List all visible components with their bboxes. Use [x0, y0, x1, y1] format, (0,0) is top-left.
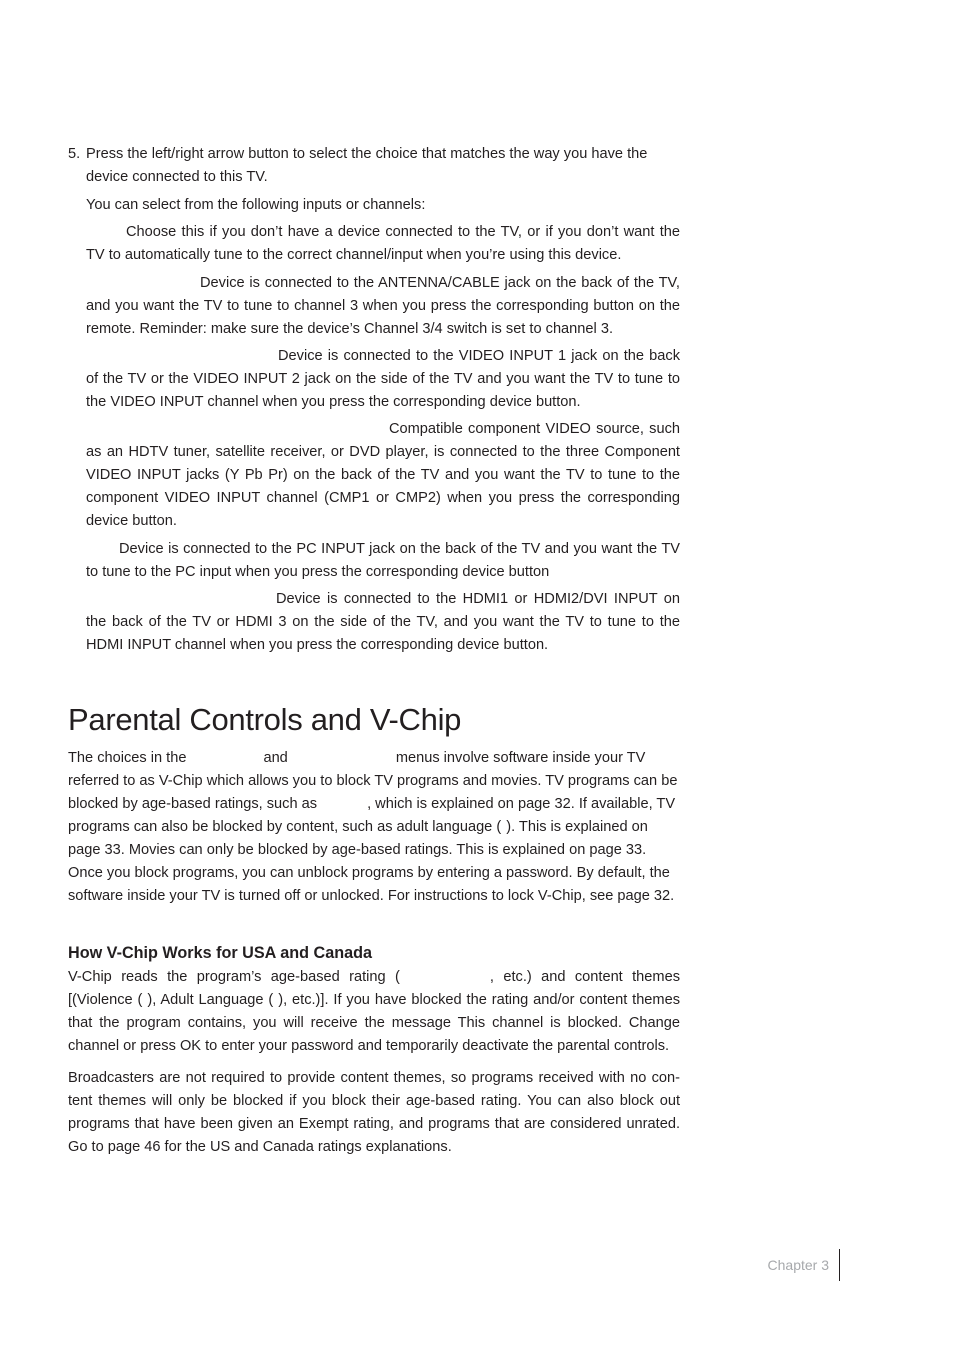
vchip-paragraph-2: Broadcasters are not required to provide content themes, so programs received with no con-tent themes will only be blocked if you block their age-based rating. You can also block out programs that have been given an Exempt rating, and programs that are considered unrated. Go to page 46 for the US and Canada ratings explanations. — [68, 1070, 680, 1155]
options-intro: You can select from the following inputs or channels: — [86, 197, 426, 213]
option-pc-input: Device is connected to the PC INPUT jack on the back of the TV and you want the TV to tune to the PC input when you press the corresponding device button — [86, 541, 680, 580]
step-text: Press the left/right arrow button to select the choice that matches the way you have the device connected to this TV. — [86, 146, 648, 185]
chapter-label: Chapter 3 — [767, 1257, 829, 1273]
intro-part-4: , which is explained on page 32. If available, TV programs can also be blocked by content, such as adult language ( — [68, 796, 676, 835]
para1-part-2: , etc.) and content themes [(Violence ( — [68, 969, 680, 1008]
option-channel-3: Device is connected to the ANTENNA/CABLE jack on the back of the TV, and you want the TV to tune to channel 3 when you press the corresponding button on the remote. Reminder: make sure the device’s Channel 3/4 switch is set to channel 3. — [86, 275, 680, 337]
intro-part-1: The choices in the — [68, 750, 187, 766]
step-number: 5. — [68, 146, 81, 162]
vchip-paragraph-1 — [68, 966, 680, 1058]
option-hdmi-input: Device is connected to the HDMI1 or HDMI2/DVI INPUT on the back of the TV or HDMI 3 on the side of the TV, and you want the TV to tune to the HDMI INPUT channel when you press the corresponding device button. — [86, 591, 680, 653]
section-intro — [68, 747, 678, 908]
option-video-input: Device is connected to the VIDEO INPUT 1 jack on the back of the TV or the VIDEO INPUT 2 jack on the side of the TV and you want the TV to tune to the VIDEO INPUT channel when you press the corresponding device button. — [86, 348, 680, 410]
para1-part-4: ), etc.)]. If you have blocked the rating and/or content themes that the program contains, you will receive the message This channel is blocked. Change channel or press OK to enter your password and temporarily deactivate the parental controls. — [68, 992, 680, 1054]
para1-part-1: V-Chip reads the program’s age-based rating ( — [68, 969, 400, 985]
para1-part-3: ), Adult Language ( — [147, 992, 274, 1008]
option-component-input: Compatible component VIDEO source, such as an HDTV tuner, satellite receiver, or DVD player, is connected to the three Component VIDEO INPUT jacks (Y Pb Pr) on the back of the TV and you want the TV to tune to the component VIDEO INPUT channel (CMP1 or CMP2) when you press the corresponding device button. — [86, 421, 680, 529]
footer-rule — [839, 1249, 840, 1281]
intro-part-3: menus involve software inside your TV referred to as V-Chip which allows you to block TV programs and movies. TV programs can be blocked by age-based ratings, such as — [68, 750, 678, 812]
intro-part-5: ). This is explained on page 33. Movies can only be blocked by age-based ratings. This is explained on page 33. Once you block programs, you can unblock programs by entering a password. By default, the software inside your TV is turned off or unlocked. For instructions to lock V-Chip, see page 32. — [68, 819, 675, 904]
subsection-heading: How V-Chip Works for USA and Canada — [68, 944, 372, 962]
option-none: Choose this if you don’t have a device connected to the TV, or if you don’t want the TV to automatically tune to the correct channel/input when you’re using this device. — [86, 224, 680, 263]
section-heading: Parental Controls and V-Chip — [68, 702, 462, 737]
intro-part-2: and — [263, 750, 288, 766]
